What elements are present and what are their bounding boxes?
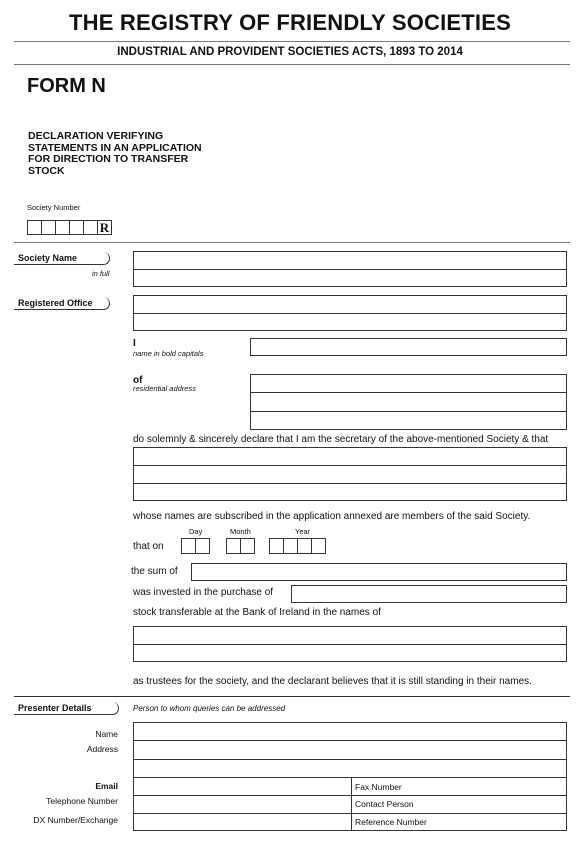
email-input[interactable]: [134, 778, 350, 794]
declaration-title: [28, 131, 258, 177]
whose-names-statement: whose names are subscribed in the application annexed are members of the said Society.: [133, 511, 531, 522]
year-digit[interactable]: [283, 538, 298, 554]
i-hint: name in bold capitals: [133, 349, 204, 358]
presenter-row-divider: [133, 740, 567, 741]
declaration-title-line: FOR DIRECTION TO TRANSFER: [28, 153, 189, 165]
society-name-row-divider: [133, 269, 567, 270]
society-number-digit[interactable]: [83, 220, 98, 235]
i-label: I: [133, 338, 136, 349]
year-digit[interactable]: [269, 538, 284, 554]
year-digit[interactable]: [297, 538, 312, 554]
section-rule: [14, 242, 570, 243]
month-digit[interactable]: [240, 538, 255, 554]
declaration-row-divider: [133, 483, 567, 484]
trustee-row-divider: [133, 644, 567, 645]
presenter-dx-label: DX Number/Exchange: [33, 815, 118, 825]
year-input[interactable]: [269, 538, 325, 554]
month-label: Month: [230, 527, 251, 536]
trustees-statement: as trustees for the society, and the declarant believes that it is still standing in their names.: [133, 676, 532, 687]
month-digit[interactable]: [226, 538, 241, 554]
presenter-details-label: Presenter Details: [14, 702, 119, 715]
residential-address-input[interactable]: [250, 374, 567, 430]
society-number-suffix: R: [97, 220, 112, 235]
declaration-title-line: STOCK: [28, 164, 65, 177]
subheader-rule: [14, 64, 570, 65]
presenter-email-label: Email: [95, 781, 118, 791]
sum-of-label: the sum of: [131, 566, 178, 577]
declaration-names-input[interactable]: [133, 447, 567, 501]
registered-office-label: Registered Office: [14, 297, 110, 310]
invested-label: was invested in the purchase of: [133, 587, 274, 598]
declaration-row-divider: [133, 465, 567, 466]
presenter-name-label: Name: [95, 729, 118, 739]
society-number-digit[interactable]: [69, 220, 84, 235]
reference-number-label: Reference Number: [355, 817, 427, 827]
presenter-row-divider: [133, 759, 567, 760]
society-name-label: Society Name: [14, 252, 110, 265]
year-label: Year: [295, 527, 311, 536]
fax-number-label: Fax Number: [355, 782, 402, 792]
sum-input[interactable]: [191, 563, 567, 581]
address-row-divider: [250, 392, 567, 393]
that-on-label: that on: [133, 541, 164, 552]
year-digit[interactable]: [311, 538, 326, 554]
day-digit[interactable]: [181, 538, 196, 554]
stock-purchase-input[interactable]: [291, 585, 567, 603]
society-name-hint: in full: [92, 269, 110, 278]
presenter-address-label: Address: [86, 744, 118, 754]
society-number-digit[interactable]: [55, 220, 70, 235]
of-label: of: [133, 375, 143, 386]
address-row-divider: [250, 411, 567, 412]
society-number-field[interactable]: [27, 220, 112, 235]
telephone-input[interactable]: [134, 796, 350, 812]
registry-title: THE REGISTRY OF FRIENDLY SOCIETIES: [69, 10, 511, 35]
dx-input[interactable]: [134, 814, 350, 830]
presenter-telephone-label: Telephone Number: [46, 796, 118, 806]
declaration-title-line: DECLARATION VERIFYING: [28, 130, 164, 142]
declare-statement: do solemnly & sincerely declare that I am the secretary of the above-mentioned Society & that: [133, 434, 549, 445]
day-label: Day: [189, 527, 203, 536]
day-digit[interactable]: [195, 538, 210, 554]
registered-office-row-divider: [133, 313, 567, 314]
acts-subtitle: INDUSTRIAL AND PROVIDENT SOCIETIES ACTS, 1893 TO 2014: [117, 46, 463, 58]
society-number-label: Society Number: [27, 203, 81, 212]
of-hint: residential address: [133, 384, 196, 393]
day-input[interactable]: [181, 538, 209, 554]
month-input[interactable]: [226, 538, 254, 554]
presenter-name-address-input[interactable]: [133, 722, 567, 778]
declaration-title-line: STATEMENTS IN AN APPLICATION: [28, 141, 202, 154]
presenter-section-rule: [14, 696, 570, 697]
presenter-note: Person to whom queries can be addressed: [133, 704, 286, 713]
society-number-digit[interactable]: [27, 220, 42, 235]
stock-transferable-statement: stock transferable at the Bank of Ireland in the names of: [133, 607, 381, 618]
header-rule: [14, 41, 570, 42]
society-number-digit[interactable]: [41, 220, 56, 235]
declarant-name-input[interactable]: [250, 338, 567, 356]
contact-column-divider: [351, 777, 352, 831]
contact-person-label: Contact Person: [355, 799, 414, 809]
form-name: FORM N: [27, 75, 106, 97]
